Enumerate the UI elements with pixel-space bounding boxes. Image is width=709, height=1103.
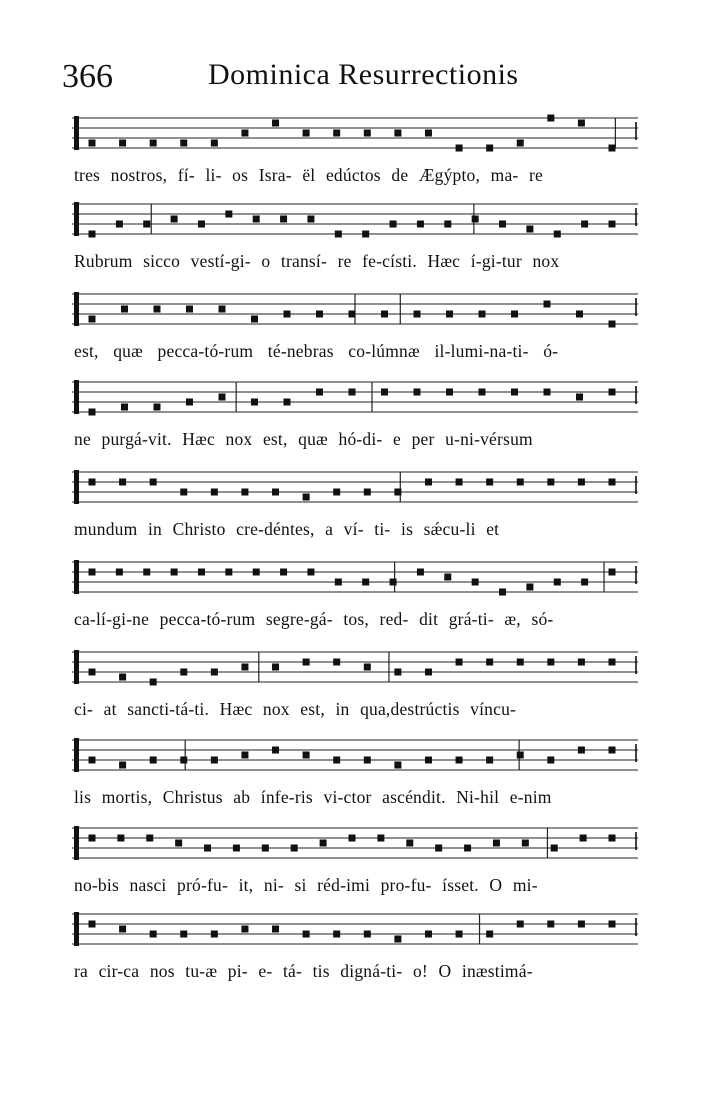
page-title: Dominica Resurrectionis [208, 58, 519, 91]
neume-note [394, 762, 401, 769]
neume-note [435, 845, 442, 852]
neume-note [609, 659, 616, 666]
neume-note [89, 569, 96, 576]
neume-note [303, 752, 310, 759]
neume-note [307, 569, 314, 576]
chant-staff [72, 194, 640, 244]
neume-note [444, 221, 451, 228]
neume-note [446, 311, 453, 318]
lyric-line: ci- at sancti-tá-ti. Hæc nox est, in qua,destrúctis víncu- [74, 699, 517, 719]
neume-note [272, 664, 279, 671]
clef-mark [74, 650, 79, 684]
clef-mark [74, 826, 79, 860]
neume-note [204, 845, 211, 852]
neume-note [253, 216, 260, 223]
page-number: 366 [62, 58, 113, 95]
neume-note [414, 311, 421, 318]
neume-note [349, 835, 356, 842]
neume-note [198, 569, 205, 576]
clef-mark [74, 560, 79, 594]
chant-staff [72, 284, 640, 334]
neume-note [333, 757, 340, 764]
neume-note [364, 664, 371, 671]
neume-note [171, 569, 178, 576]
neume-note [511, 311, 518, 318]
neume-note [517, 140, 524, 147]
neume-note [362, 231, 369, 238]
neume-note [119, 762, 126, 769]
neume-note [119, 479, 126, 486]
neume-note [180, 669, 187, 676]
neume-note [609, 145, 616, 152]
neume-note [578, 747, 585, 754]
neume-note [576, 311, 583, 318]
neume-note [446, 389, 453, 396]
neume-note [394, 130, 401, 137]
neume-note [493, 840, 500, 847]
neume-note [272, 747, 279, 754]
neume-note [425, 931, 432, 938]
neume-note [150, 140, 157, 147]
neume-note [576, 394, 583, 401]
neume-note [116, 221, 123, 228]
chant-system-7 [72, 642, 640, 730]
neume-note [272, 120, 279, 127]
neume-note [390, 579, 397, 586]
chant-system-2 [72, 194, 640, 282]
neume-note [303, 931, 310, 938]
neume-note [171, 216, 178, 223]
neume-note [225, 569, 232, 576]
neume-note [522, 840, 529, 847]
chant-system-6 [72, 552, 640, 640]
chant-staff [72, 730, 640, 780]
neume-note [211, 669, 218, 676]
neume-note [333, 130, 340, 137]
neume-note [89, 409, 96, 416]
neume-note [456, 931, 463, 938]
lyric-line: ne purgá-vit. Hæc nox est, quæ hó-di- e per u-ni-vérsum [74, 429, 533, 449]
neume-note [517, 921, 524, 928]
neume-note [349, 311, 356, 318]
chant-staff [72, 372, 640, 422]
clef-mark [74, 738, 79, 772]
neume-note [526, 584, 533, 591]
neume-note [150, 479, 157, 486]
lyric-line: mundum in Christo cre-déntes, a ví- ti- is sǽcu-li et [74, 519, 500, 539]
neume-note [547, 115, 554, 122]
neume-note [241, 752, 248, 759]
lyric-line: no-bis nasci pró-fu- it, ni- si réd-imi pro-fu- ísset. O mi- [74, 875, 538, 895]
neume-note [291, 845, 298, 852]
neume-note [425, 479, 432, 486]
neume-note [394, 669, 401, 676]
neume-note [335, 231, 342, 238]
neume-note [272, 926, 279, 933]
neume-note [241, 130, 248, 137]
neume-note [117, 835, 124, 842]
neume-note [211, 757, 218, 764]
neume-note [456, 757, 463, 764]
neume-note [180, 140, 187, 147]
neume-note [272, 489, 279, 496]
chant-system-3 [72, 284, 640, 372]
neume-note [89, 231, 96, 238]
neume-note [335, 579, 342, 586]
chant-system-9 [72, 818, 640, 906]
neume-note [406, 840, 413, 847]
neume-note [609, 321, 616, 328]
neume-note [456, 479, 463, 486]
neume-note [499, 589, 506, 596]
neume-note [143, 569, 150, 576]
neume-note [280, 569, 287, 576]
clef-mark [74, 292, 79, 326]
neume-note [233, 845, 240, 852]
clef-mark [74, 380, 79, 414]
neume-note [456, 145, 463, 152]
neume-note [554, 579, 561, 586]
neume-note [89, 757, 96, 764]
neume-note [284, 311, 291, 318]
neume-note [253, 569, 260, 576]
neume-note [464, 845, 471, 852]
neume-note [150, 931, 157, 938]
neume-note [333, 931, 340, 938]
neume-note [417, 569, 424, 576]
chant-staff [72, 818, 640, 868]
neume-note [262, 845, 269, 852]
neume-note [486, 757, 493, 764]
lyric-line: tres nostros, fí- li- os Isra- ël edúctos de Ægýpto, ma- re [74, 165, 544, 185]
neume-note [499, 221, 506, 228]
neume-note [143, 221, 150, 228]
neume-note [547, 921, 554, 928]
neume-note [241, 926, 248, 933]
neume-note [316, 311, 323, 318]
neume-note [456, 659, 463, 666]
neume-note [394, 936, 401, 943]
chant-system-8 [72, 730, 640, 818]
neume-note [186, 399, 193, 406]
clef-mark [74, 202, 79, 236]
neume-note [580, 835, 587, 842]
neume-note [241, 664, 248, 671]
neume-note [486, 931, 493, 938]
neume-note [180, 931, 187, 938]
neume-note [554, 231, 561, 238]
neume-note [609, 389, 616, 396]
neume-note [578, 479, 585, 486]
neume-note [517, 479, 524, 486]
neume-note [547, 757, 554, 764]
neume-note [581, 221, 588, 228]
neume-note [394, 489, 401, 496]
neume-note [307, 216, 314, 223]
neume-note [578, 921, 585, 928]
clef-mark [74, 912, 79, 946]
neume-note [116, 569, 123, 576]
page-header [62, 58, 662, 98]
chant-staff [72, 462, 640, 512]
neume-note [154, 404, 161, 411]
neume-note [280, 216, 287, 223]
neume-note [241, 489, 248, 496]
neume-note [486, 479, 493, 486]
neume-note [303, 494, 310, 501]
neume-note [472, 216, 479, 223]
neume-note [89, 835, 96, 842]
neume-note [89, 921, 96, 928]
neume-note [425, 669, 432, 676]
neume-note [303, 130, 310, 137]
neume-note [479, 389, 486, 396]
neume-note [154, 306, 161, 313]
neume-note [303, 659, 310, 666]
neume-note [211, 931, 218, 938]
neume-note [146, 835, 153, 842]
neume-note [578, 659, 585, 666]
lyric-line: ra cir-ca nos tu-æ pi- e- tá- tis digná-ti- o! O inæstimá- [74, 961, 533, 981]
neume-note [381, 389, 388, 396]
neume-note [517, 752, 524, 759]
neume-note [609, 221, 616, 228]
neume-note [119, 674, 126, 681]
neume-note [362, 579, 369, 586]
clef-mark [74, 470, 79, 504]
neume-note [333, 489, 340, 496]
neume-note [381, 311, 388, 318]
neume-note [180, 757, 187, 764]
neume-note [320, 840, 327, 847]
neume-note [544, 301, 551, 308]
neume-note [609, 569, 616, 576]
neume-note [180, 489, 187, 496]
chant-staff [72, 108, 640, 158]
neume-note [225, 211, 232, 218]
neume-note [547, 479, 554, 486]
neume-note [89, 479, 96, 486]
neume-note [609, 921, 616, 928]
neume-note [425, 757, 432, 764]
neume-note [511, 389, 518, 396]
neume-note [547, 659, 554, 666]
neume-note [364, 130, 371, 137]
neume-note [219, 306, 226, 313]
neume-note [364, 931, 371, 938]
neume-note [479, 311, 486, 318]
neume-note [544, 389, 551, 396]
lyric-line: Rubrum sicco vestí-gi- o transí- re fe-císti. Hæc í-gi-tur nox [74, 251, 560, 271]
neume-note [486, 659, 493, 666]
chant-system-5 [72, 462, 640, 550]
neume-note [150, 757, 157, 764]
neume-note [211, 140, 218, 147]
lyric-line: ca-lí-gi-ne pecca-tó-rum segre-gá- tos, red- dit grá-ti- æ, só- [74, 609, 554, 629]
neume-note [609, 479, 616, 486]
neume-note [578, 120, 585, 127]
neume-note [417, 221, 424, 228]
neume-note [89, 669, 96, 676]
neume-note [609, 835, 616, 842]
neume-note [150, 679, 157, 686]
chant-staff [72, 642, 640, 692]
chant-system-1 [72, 108, 640, 196]
neume-note [121, 404, 128, 411]
neume-note [526, 226, 533, 233]
neume-note [89, 140, 96, 147]
neume-note [425, 130, 432, 137]
neume-note [198, 221, 205, 228]
chant-staff [72, 552, 640, 602]
neume-note [251, 399, 258, 406]
neume-note [390, 221, 397, 228]
neume-note [414, 389, 421, 396]
neume-note [444, 574, 451, 581]
neume-note [316, 389, 323, 396]
neume-note [609, 747, 616, 754]
neume-note [472, 579, 479, 586]
lyric-line: lis mortis, Christus ab ínfe-ris vi-ctor ascéndit. Ni-hil e-nim [74, 787, 552, 807]
neume-note [119, 926, 126, 933]
neume-note [186, 306, 193, 313]
neume-note [219, 394, 226, 401]
neume-note [211, 489, 218, 496]
neume-note [349, 389, 356, 396]
clef-mark [74, 116, 79, 150]
neume-note [364, 489, 371, 496]
neume-note [251, 316, 258, 323]
chant-staff [72, 904, 640, 954]
neume-note [364, 757, 371, 764]
neume-note [581, 579, 588, 586]
neume-note [89, 316, 96, 323]
lyric-line: est, quæ pecca-tó-rum té-nebras co-lúmnæ il-lumi-na-ti- ó- [74, 341, 559, 361]
neume-note [551, 845, 558, 852]
neume-note [486, 145, 493, 152]
neume-note [284, 399, 291, 406]
chant-system-10 [72, 904, 640, 992]
neume-note [175, 840, 182, 847]
chant-system-4 [72, 372, 640, 460]
neume-note [333, 659, 340, 666]
neume-note [377, 835, 384, 842]
neume-note [517, 659, 524, 666]
neume-note [119, 140, 126, 147]
neume-note [121, 306, 128, 313]
